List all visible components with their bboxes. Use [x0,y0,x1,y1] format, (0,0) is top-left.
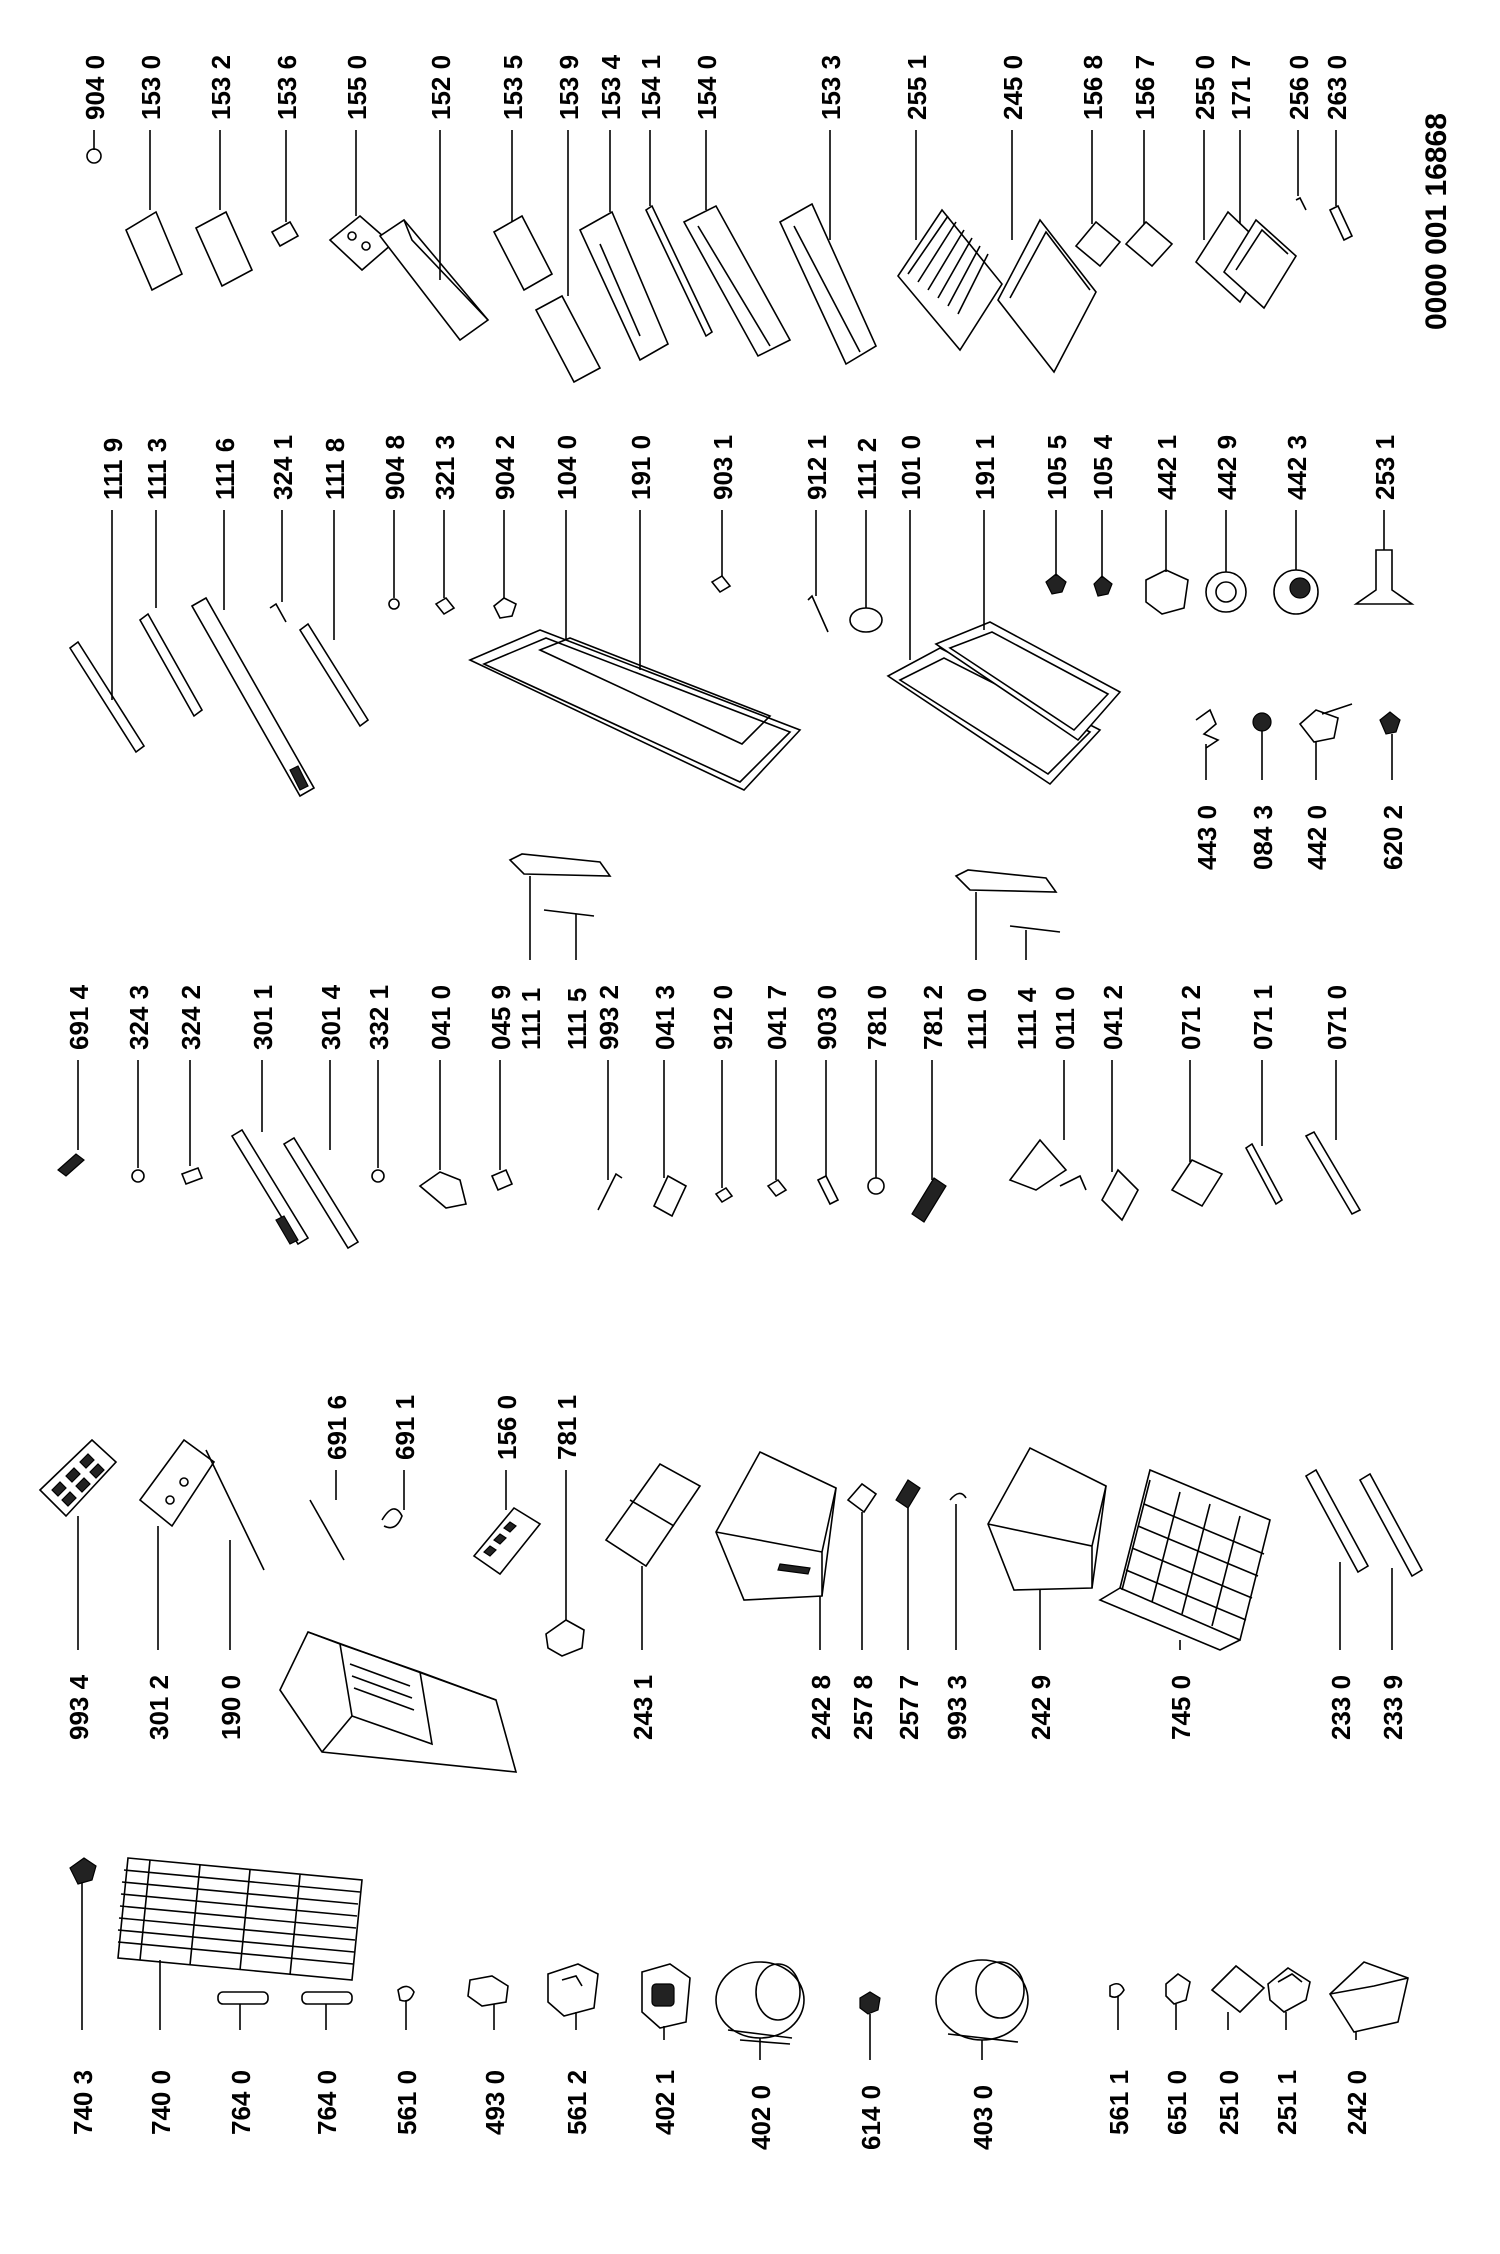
part-190-0 [206,1450,264,1650]
label-041-0: 041 0 [426,984,456,1050]
part-781-0 [868,1060,884,1194]
label-324-2: 324 2 [176,984,206,1050]
part-153-0 [126,130,182,290]
part-614-0 [860,1992,880,2060]
label-442-3: 442 3 [1282,434,1312,500]
label-256-0: 256 0 [1284,54,1314,120]
label-111-3: 111 3 [142,437,172,500]
label-442-9: 442 9 [1212,434,1242,500]
part-242-8 [716,1452,836,1650]
part-153-4 [580,130,668,360]
label-740-3: 740 3 [68,2069,98,2135]
part-257-8 [848,1484,876,1650]
label-242-8: 242 8 [806,1674,836,1740]
label-904-8: 904 8 [380,434,410,500]
part-904-2 [494,510,516,618]
label-154-1: 154 1 [636,54,666,120]
part-691-1 [382,1470,404,1528]
part-111-3 [140,510,202,716]
part-111-4 [1010,926,1060,960]
label-011-0: 011 0 [1050,986,1080,1050]
part-561-0 [398,1986,414,2030]
part-903-0 [818,1060,838,1204]
label-691-1: 691 1 [390,1394,420,1460]
label-242-9: 242 9 [1026,1674,1056,1740]
label-153-6: 153 6 [272,54,302,120]
label-layer [64,54,1453,2150]
labels-column-3 [64,984,1352,1050]
part-781-1 [546,1470,584,1656]
part-155-0 [330,130,392,270]
label-443-0: 443 0 [1192,804,1222,870]
label-156-8: 156 8 [1078,54,1108,120]
label-332-1: 332 1 [364,984,394,1050]
part-233-9 [1360,1474,1422,1650]
labels-column-4 [98,434,1408,870]
label-691-6: 691 6 [322,1394,352,1460]
part-691-4 [58,1060,84,1176]
part-084-3 [1253,713,1271,780]
part-101-0-door [888,510,1120,784]
part-257-7 [896,1480,920,1650]
label-614-0: 614 0 [856,2084,886,2150]
label-993-4: 993 4 [64,1674,94,1740]
part-cabinet [280,1632,516,1772]
part-153-6 [272,130,298,246]
part-111-8 [300,510,368,726]
label-191-1: 191 1 [970,434,1000,500]
label-993-3: 993 3 [942,1674,972,1740]
label-152-0: 152 0 [426,54,456,120]
label-245-0: 245 0 [998,54,1028,120]
label-257-8: 257 8 [848,1674,878,1740]
part-912-1 [808,510,828,632]
label-903-0: 903 0 [812,984,842,1050]
label-912-0: 912 0 [708,984,738,1050]
label-257-7: 257 7 [894,1674,924,1740]
part-324-2 [182,1060,202,1184]
part-111-6 [192,510,314,796]
label-071-1: 071 1 [1248,984,1278,1050]
part-011-0 [1010,1060,1086,1190]
label-153-2: 153 2 [206,54,236,120]
label-191-0: 191 0 [626,434,656,500]
part-691-6 [310,1470,344,1560]
label-242-0: 242 0 [1342,2069,1372,2135]
label-071-0: 071 0 [1322,984,1352,1050]
part-993-3 [950,1493,966,1650]
label-041-7: 041 7 [762,984,792,1050]
part-111-9 [70,510,144,752]
label-105-5: 105 5 [1042,434,1072,500]
part-111-0 [956,870,1056,960]
part-442-3 [1274,510,1318,614]
label-251-1: 251 1 [1272,2069,1302,2135]
label-041-2: 041 2 [1098,984,1128,1050]
label-402-1: 402 1 [650,2069,680,2135]
part-442-9 [1206,510,1246,612]
label-253-1: 253 1 [1370,434,1400,500]
part-041-2 [1102,1060,1138,1220]
column-5-parts [87,130,1352,382]
label-111-8: 111 8 [320,437,350,500]
label-691-4: 691 4 [64,984,94,1050]
label-321-3: 321 3 [430,434,460,500]
label-301-1: 301 1 [248,984,278,1050]
part-242-0 [1330,1962,1408,2040]
part-243-1 [606,1464,700,1650]
part-111-5 [544,910,594,960]
part-255-1 [898,130,1002,350]
part-111-1 [510,854,610,960]
part-745-0-evaporator [1100,1470,1270,1650]
part-153-5 [494,130,552,290]
part-104-0-door [470,510,800,790]
part-256-0 [1296,130,1306,210]
label-561-1: 561 1 [1104,2069,1134,2135]
label-904-2: 904 2 [490,434,520,500]
label-084-3: 084 3 [1248,804,1278,870]
part-152-0 [380,130,488,340]
part-041-7 [768,1060,786,1196]
part-233-0 [1306,1470,1368,1650]
label-993-2: 993 2 [594,984,624,1050]
label-105-4: 105 4 [1088,434,1118,500]
part-442-1 [1146,510,1188,614]
label-111-1: 111 1 [516,987,546,1050]
part-764-0-b [302,1992,352,2030]
label-493-0: 493 0 [480,2069,510,2135]
part-324-1 [270,510,286,622]
label-045-9: 045 9 [486,984,516,1050]
label-403-0: 403 0 [968,2084,998,2150]
label-651-0: 651 0 [1162,2069,1192,2135]
part-071-0 [1306,1060,1360,1214]
label-781-1: 781 1 [552,1394,582,1460]
label-255-1: 255 1 [902,54,932,120]
label-324-1: 324 1 [268,434,298,500]
label-402-0: 402 0 [746,2084,776,2150]
label-243-1: 243 1 [628,1674,658,1740]
label-153-5: 153 5 [498,54,528,120]
label-561-0: 561 0 [392,2069,422,2135]
part-321-3 [436,510,454,614]
part-071-2 [1172,1060,1222,1206]
part-263-0 [1330,130,1352,240]
label-251-0: 251 0 [1214,2069,1244,2135]
labels-column-1 [68,2070,1372,2150]
label-041-3: 041 3 [650,984,680,1050]
label-111-4: 111 4 [1012,987,1042,1050]
label-263-0: 263 0 [1322,54,1352,120]
part-740-3 [70,1858,96,2030]
part-620-2 [1380,712,1400,780]
part-993-2 [598,1060,622,1210]
label-153-0: 153 0 [136,54,166,120]
part-111-2 [850,510,882,632]
part-904-0 [87,130,101,163]
part-493-0 [468,1976,508,2030]
part-301-2 [140,1440,214,1650]
label-111-2: 111 2 [852,437,882,500]
labels-column-5 [80,54,1352,120]
part-443-0 [1196,710,1218,780]
part-781-2 [912,1060,946,1222]
label-255-0: 255 0 [1190,54,1220,120]
label-071-2: 071 2 [1176,984,1206,1050]
part-041-3 [654,1060,686,1216]
part-912-0 [716,1060,732,1202]
document-code: 0000 001 16868 [1420,113,1453,330]
part-993-4 [40,1440,116,1650]
part-561-2 [548,1964,598,2030]
part-764-0-a [218,1992,268,2030]
part-105-4 [1094,510,1112,596]
label-154-0: 154 0 [692,54,722,120]
part-045-9 [492,1060,512,1190]
label-764-0-b: 764 0 [312,2069,342,2135]
part-251-0 [1212,1966,1264,2030]
part-332-1 [372,1060,384,1182]
label-301-2: 301 2 [144,1674,174,1740]
label-111-0: 111 0 [962,987,992,1050]
part-301-1 [232,1060,308,1244]
part-251-1 [1268,1968,1310,2030]
label-442-0: 442 0 [1302,804,1332,870]
part-153-3 [780,130,876,364]
label-740-0: 740 0 [146,2069,176,2135]
part-324-3 [132,1060,144,1182]
part-442-0 [1300,704,1352,780]
part-153-9 [536,130,600,382]
part-903-1 [712,510,730,592]
column-3-parts [58,854,1360,1248]
part-904-8 [389,510,399,609]
part-156-8 [1076,130,1120,266]
label-764-0-a: 764 0 [226,2069,256,2135]
label-324-3: 324 3 [124,984,154,1050]
label-156-7: 156 7 [1130,54,1160,120]
label-153-9: 153 9 [554,54,584,120]
label-233-9: 233 9 [1378,1674,1408,1740]
label-155-0: 155 0 [342,54,372,120]
part-105-5 [1046,510,1066,594]
part-242-9 [988,1448,1106,1650]
part-402-1 [642,1964,690,2040]
column-2-parts [40,1440,1422,1772]
label-153-4: 153 4 [596,54,626,120]
label-101-0: 101 0 [896,434,926,500]
column-1-parts [70,1858,1408,2060]
part-041-0 [420,1060,466,1208]
label-156-0: 156 0 [492,1394,522,1460]
part-071-1 [1246,1060,1282,1204]
part-156-7 [1126,130,1172,266]
label-442-1: 442 1 [1152,434,1182,500]
label-190-0: 190 0 [216,1674,246,1740]
label-903-1: 903 1 [708,434,738,500]
label-781-0: 781 0 [862,984,892,1050]
part-402-0-compressor [716,1962,804,2060]
label-111-9: 111 9 [98,437,128,500]
label-561-2: 561 2 [562,2069,592,2135]
label-745-0: 745 0 [1166,1674,1196,1740]
label-171-7: 171 7 [1226,54,1256,120]
part-156-0 [474,1470,540,1574]
column-4-parts [70,510,1412,796]
label-104-0: 104 0 [552,434,582,500]
label-781-2: 781 2 [918,984,948,1050]
part-153-2 [196,130,252,286]
part-253-1 [1356,510,1412,604]
label-620-2: 620 2 [1378,804,1408,870]
label-233-0: 233 0 [1326,1674,1356,1740]
label-111-5: 111 5 [562,987,592,1050]
label-111-6: 111 6 [210,437,240,500]
label-912-1: 912 1 [802,434,832,500]
label-904-0: 904 0 [80,54,110,120]
part-561-1 [1110,1984,1124,2030]
label-301-4: 301 4 [316,984,346,1050]
part-403-0-compressor [936,1960,1028,2060]
part-651-0 [1166,1974,1190,2030]
label-153-3: 153 3 [816,54,846,120]
